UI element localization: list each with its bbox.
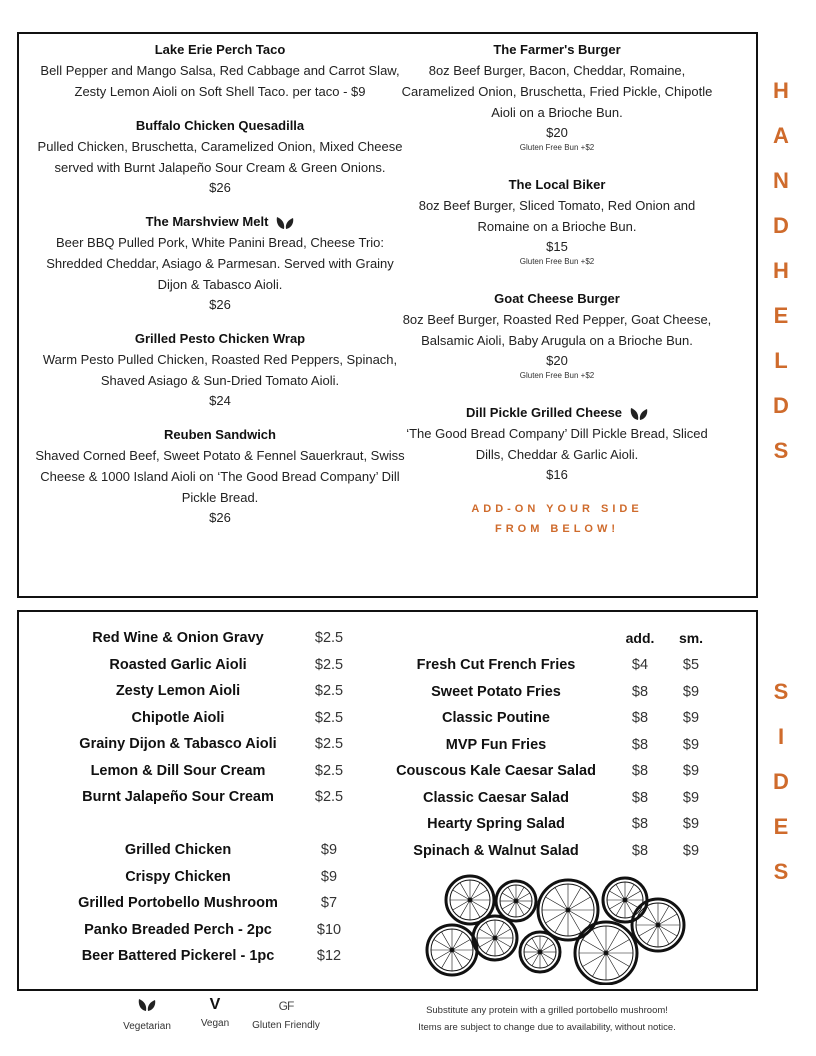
menu-item-price: $20 [546,353,568,368]
menu-item [30,116,410,198]
sauce-price: $2.5 [314,736,344,752]
side-item-add-price: $8 [631,736,649,753]
sauce-price: $2.5 [314,630,344,646]
side-item-add-price: $8 [631,842,649,859]
menu-item-title: Reuben Sandwich [164,427,276,442]
sauce-price: $2.5 [314,683,344,699]
menu-item-name [398,40,716,60]
side-item-name: MVP Fun Fries [445,736,547,753]
legend-vegan [195,996,235,1029]
vertical-letter: S [773,438,789,463]
vertical-letter: H [773,78,789,103]
side-item-add-price: $8 [631,789,649,806]
menu-item-name [398,175,716,195]
side-item-name: Couscous Kale Caesar Salad [396,763,596,779]
side-item-add-price: $4 [631,657,649,673]
protein-name: Beer Battered Pickerel - 1pc [81,948,275,964]
menu-item-price: $24 [209,393,231,408]
menu-item-title: The Marshview Melt [145,214,269,229]
side-item-add-price: $8 [631,763,649,779]
leaf-icon [630,407,648,421]
side-item-name: Spinach & Walnut Salad [413,842,579,859]
sauce-name: Grainy Dijon & Tabasco Aioli [79,736,277,752]
handhelds-right-column [398,40,716,539]
gluten-free-note: Gluten Free Bun +$2 [519,371,595,380]
side-item-name: Sweet Potato Fries [431,683,561,700]
side-item-add-price: $8 [631,710,649,726]
vertical-letter: E [773,303,789,328]
handhelds-vertical-title [766,68,796,473]
menu-item-title: Lake Erie Perch Taco [154,42,286,57]
menu-item-description: Warm Pesto Pulled Chicken, Roasted Red Peppers, Spinach, Shaved Asiago & Sun-Dried Tomato Aioli. [42,352,398,388]
legend-gf-label: Gluten Friendly [252,1020,320,1031]
side-item-name: Hearty Spring Salad [427,816,565,832]
side-item-small-price: $9 [682,710,700,726]
side-item-small-price: $9 [682,736,700,753]
menu-item-price: $26 [209,510,231,525]
menu-item-title: The Farmer's Burger [493,42,621,57]
menu-item-title: The Local Biker [508,177,606,192]
menu-item [398,40,716,153]
side-item-add-price: $8 [631,816,649,832]
menu-item-description: 8oz Beef Burger, Bacon, Cheddar, Romaine, Caramelized Onion, Bruschetta, Fried Pickle, Chipotle Aioli on a Brioche Bun. [401,63,713,120]
leaf-icon [276,216,294,230]
menu-item-title: Goat Cheese Burger [494,291,620,306]
sauce-price: $2.5 [314,789,344,805]
protein-name: Crispy Chicken [125,868,231,885]
menu-item [398,289,716,381]
column-header-sm: sm. [678,630,704,646]
handhelds-left-column [30,40,410,542]
menu-item-description: ‘The Good Bread Company’ Dill Pickle Bread, Sliced Dills, Cheddar & Garlic Aioli. [406,426,708,462]
footer-line-1: Substitute any protein with a grilled portobello mushroom! [426,1005,668,1016]
protein-price: $9 [320,842,338,858]
menu-item-name [30,425,410,445]
footer-line-2: Items are subject to change due to availability, without notice. [418,1022,676,1033]
vertical-letter: D [773,213,789,238]
side-item-small-price: $9 [682,842,700,859]
sauce-name: Zesty Lemon Aioli [115,683,241,699]
protein-price: $7 [320,895,338,911]
sauce-price: $2.5 [314,762,344,779]
menu-item-price: $26 [209,297,231,312]
side-item-small-price: $9 [682,816,700,832]
sides-vertical-title [766,669,796,894]
protein-price: $9 [320,868,338,885]
menu-item-name [398,289,716,309]
menu-item [398,403,716,485]
menu-item-name [30,40,410,60]
menu-item-description: Shaved Corned Beef, Sweet Potato & Fennel Sauerkraut, Swiss Cheese & 1000 Island Aioli on ‘The Good Bread Company’ Dill Pickle Bread. [35,448,405,505]
menu-item-name [30,116,410,136]
footer-notes [372,1002,722,1036]
side-item-small-price: $9 [682,789,700,806]
side-item-name: Fresh Cut French Fries [416,657,576,673]
menu-item-name [30,212,410,232]
menu-item [30,212,410,315]
menu-item-price: $15 [546,239,568,254]
menu-item [30,425,410,528]
sauce-name: Roasted Garlic Aioli [109,656,247,673]
side-item-small-price: $9 [682,763,700,779]
gluten-free-note: Gluten Free Bun +$2 [519,257,595,266]
menu-item-description: 8oz Beef Burger, Sliced Tomato, Red Onion and Romaine on a Brioche Bun. [418,198,696,234]
vertical-letter: L [774,348,788,373]
menu-item-price: $26 [209,180,231,195]
menu-item-title: Buffalo Chicken Quesadilla [135,118,305,133]
sauce-name: Chipotle Aioli [131,709,225,726]
sauce-name: Red Wine & Onion Gravy [92,630,264,646]
menu-item-description: Bell Pepper and Mango Salsa, Red Cabbage and Carrot Slaw, Zesty Lemon Aioli on Soft Shell Taco. per taco - $9 [40,63,400,99]
sauce-price: $2.5 [314,709,344,726]
leaf-icon [138,998,156,1012]
protein-name: Panko Breaded Perch - 2pc [84,921,272,938]
side-item-small-price: $9 [682,683,700,700]
vertical-letter: S [773,679,789,704]
vertical-letter: S [773,859,789,884]
legend-vegetarian [112,998,182,1032]
protein-price: $12 [316,948,342,964]
side-item-add-price: $8 [631,683,649,700]
addon-side-line-2: FROM BELOW! [494,523,620,535]
column-header-add: add. [625,630,655,646]
side-item-name: Classic Poutine [442,710,550,726]
menu-item-description: 8oz Beef Burger, Roasted Red Pepper, Goat Cheese, Balsamic Aioli, Baby Arugula on a Brioche Bun. [402,312,712,348]
protein-name: Grilled Portobello Mushroom [78,895,278,911]
menu-item-title: Dill Pickle Grilled Cheese [465,405,623,420]
protein-price: $10 [316,921,342,938]
menu-item-name [30,329,410,349]
vertical-letter: N [773,168,789,193]
menu-item-price: $20 [546,125,568,140]
menu-item-description: Pulled Chicken, Bruschetta, Caramelized Onion, Mixed Cheese served with Burnt Jalapeño Sour Cream & Green Onions. [37,139,403,175]
legend-vegetarian-label: Vegetarian [123,1021,171,1032]
sauce-price: $2.5 [314,656,344,673]
menu-item-title: Grilled Pesto Chicken Wrap [134,331,306,346]
legend-vegan-label: Vegan [200,1018,230,1029]
gf-symbol: GF [278,999,294,1013]
sauce-name: Burnt Jalapeño Sour Cream [82,789,274,805]
side-item-name: Classic Caesar Salad [423,789,569,806]
addon-side-line-1: ADD-ON YOUR SIDE [471,503,643,515]
menu-item [398,175,716,267]
menu-item [30,40,410,102]
menu-item-price: $16 [546,467,568,482]
vertical-letter: E [773,814,789,839]
gluten-free-note: Gluten Free Bun +$2 [519,143,595,152]
menu-item-description: Beer BBQ Pulled Pork, White Panini Bread, Cheese Trio: Shredded Cheddar, Asiago & Parmesan. Served with Grainy Dijon & Tabasco Aioli. [46,235,394,292]
legend-gluten-friendly [244,998,328,1031]
vertical-letter: H [773,258,789,283]
bicycle-wheels-illustration [420,870,700,985]
vertical-letter: D [773,769,789,794]
vertical-letter: D [773,393,789,418]
menu-item [30,329,410,411]
sauce-name: Lemon & Dill Sour Cream [90,762,266,779]
vegan-symbol: V [209,996,221,1013]
protein-name: Grilled Chicken [124,842,232,858]
vertical-letter: I [777,724,785,749]
side-item-small-price: $5 [682,657,700,673]
vertical-letter: A [773,123,789,148]
menu-item-name [398,403,716,423]
